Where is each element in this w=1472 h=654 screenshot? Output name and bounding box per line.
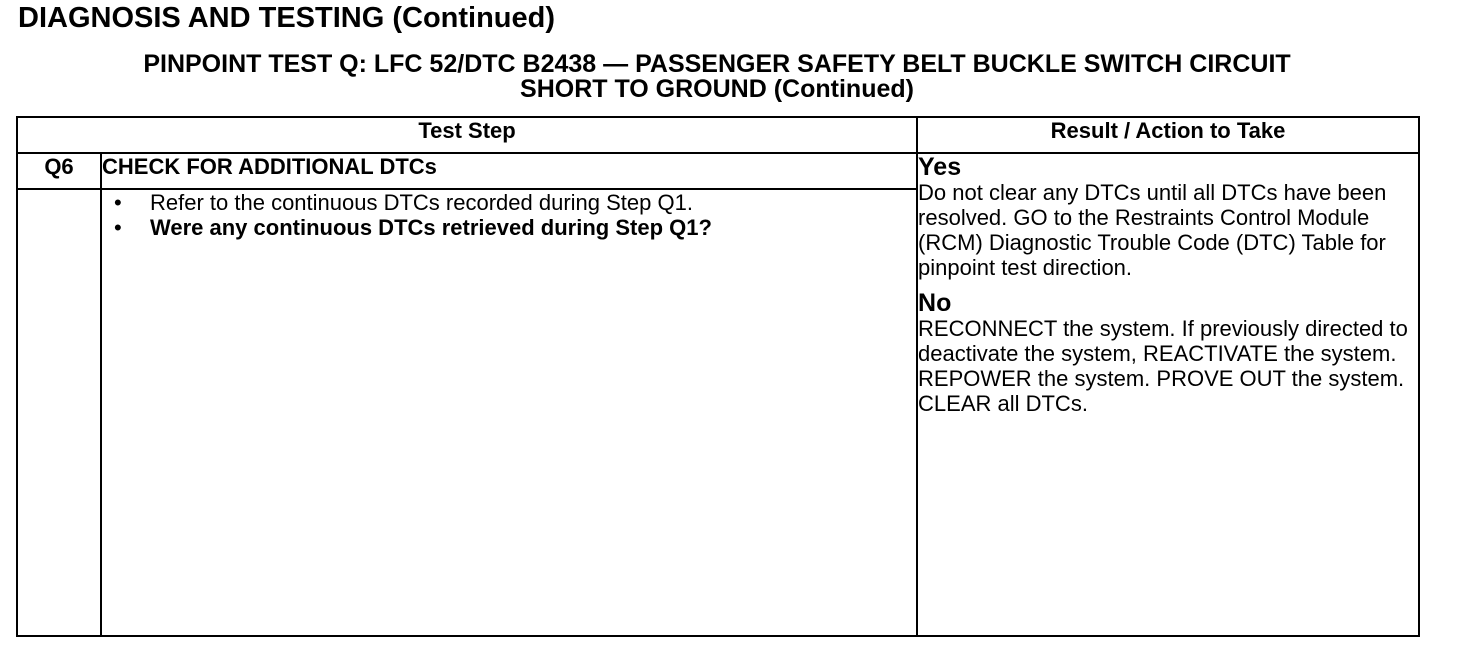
- step-title: CHECK FOR ADDITIONAL DTCs: [101, 153, 917, 189]
- result-yes-label: Yes: [918, 153, 962, 181]
- result-yes-text: Do not clear any DTCs until all DTCs have been resolved. GO to the Restraints Control Module (RCM) Diagnostic Trouble Code (DTC) Table for pinpoint test direction.: [918, 180, 1387, 280]
- step-id-blank: [17, 189, 101, 636]
- pinpoint-test-title: [16, 52, 1418, 102]
- step-bullet-text-2: Were any continuous DTCs retrieved during Step Q1?: [150, 215, 712, 240]
- result-no-label: No: [918, 289, 952, 317]
- table-header-row: [17, 117, 1419, 153]
- result-cell: [917, 153, 1419, 636]
- pinpoint-test-table: [16, 116, 1420, 637]
- bullet-icon: •: [114, 190, 122, 215]
- column-header-result-action: Result / Action to Take: [917, 117, 1419, 153]
- column-header-test-step: Test Step: [17, 117, 917, 153]
- step-title-row: [17, 153, 1419, 189]
- bullet-icon: •: [114, 215, 122, 240]
- list-item: [114, 215, 916, 240]
- step-bullet-text-1: Refer to the continuous DTCs recorded during Step Q1.: [150, 190, 693, 215]
- test-title-line-1: PINPOINT TEST Q: LFC 52/DTC B2438 — PASSENGER SAFETY BELT BUCKLE SWITCH CIRCUIT: [143, 50, 1291, 78]
- result-no-text: RECONNECT the system. If previously directed to deactivate the system, REACTIVATE the system. REPOWER the system. PROVE OUT the system. CLEAR all DTCs.: [918, 316, 1408, 416]
- step-body: [101, 189, 917, 636]
- step-id: Q6: [17, 153, 101, 189]
- test-title-line-2: SHORT TO GROUND (Continued): [520, 75, 914, 103]
- page-header: DIAGNOSIS AND TESTING (Continued): [18, 2, 556, 34]
- list-item: [114, 190, 916, 215]
- step-bullet-list: [102, 190, 916, 240]
